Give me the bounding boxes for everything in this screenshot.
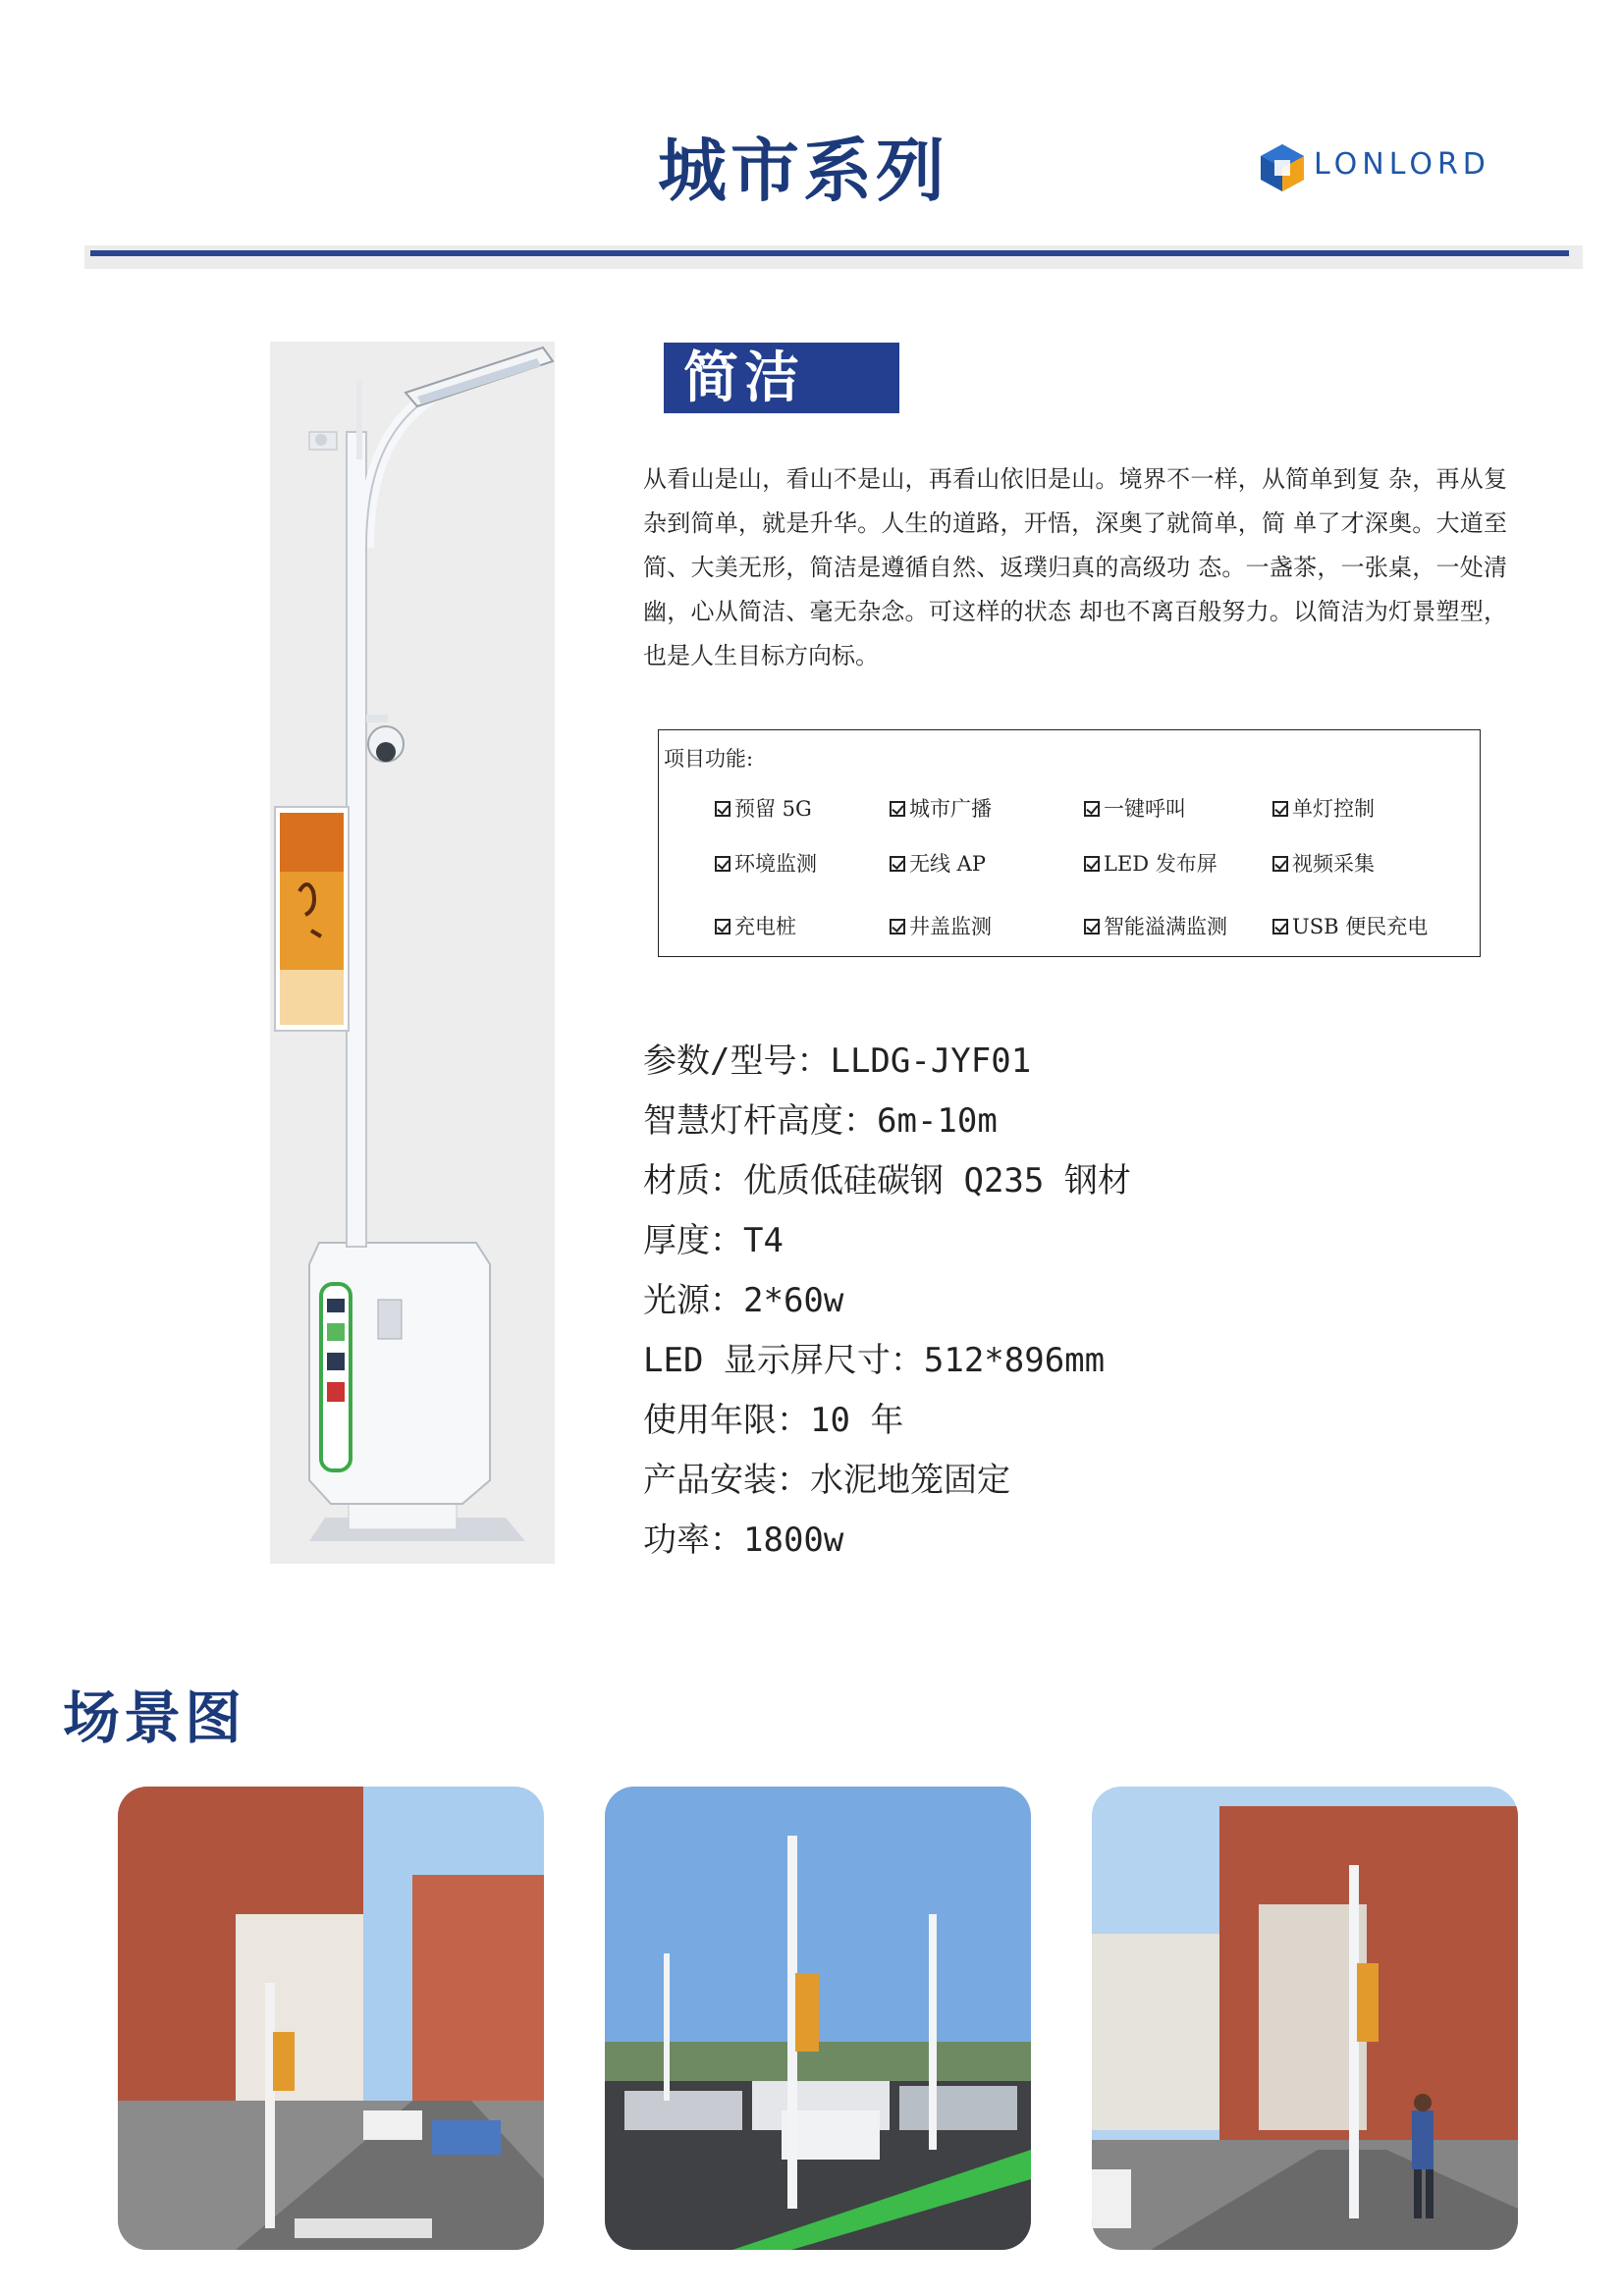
feature-label: 无线 AP <box>909 852 986 876</box>
scene-image-1 <box>118 1787 544 2250</box>
feature-label: 一键呼叫 <box>1104 797 1186 821</box>
feature-item <box>715 911 796 940</box>
feature-item <box>1272 911 1428 940</box>
spec-lifespan: 使用年限：10 年 <box>643 1401 904 1440</box>
feature-item <box>1272 848 1375 878</box>
feature-item <box>1084 911 1227 940</box>
checkbox-checked-icon <box>715 801 730 817</box>
feature-item <box>1084 793 1186 823</box>
feature-item <box>890 911 992 940</box>
checkbox-checked-icon <box>890 801 905 817</box>
smart-pole-image <box>270 342 555 1564</box>
spec-height: 智慧灯杆高度：6m-10m <box>643 1101 998 1141</box>
spec-thickness: 厚度：T4 <box>643 1221 784 1260</box>
feature-label: 井盖监测 <box>909 915 992 938</box>
feature-item <box>890 793 992 823</box>
checkbox-checked-icon <box>715 856 730 872</box>
checkbox-checked-icon <box>1272 801 1288 817</box>
feature-label: 单灯控制 <box>1292 797 1375 821</box>
checkbox-checked-icon <box>890 919 905 934</box>
spec-power: 功率：1800w <box>643 1521 844 1560</box>
feature-label: 预留 5G <box>734 797 812 821</box>
checkbox-checked-icon <box>1272 919 1288 934</box>
feature-item <box>890 848 986 878</box>
feature-label: 充电桩 <box>734 915 796 938</box>
feature-item <box>1084 848 1217 878</box>
features-label: 项目功能: <box>664 747 754 771</box>
checkbox-checked-icon <box>715 919 730 934</box>
feature-label: 视频采集 <box>1292 852 1375 876</box>
spec-model: 参数/型号：LLDG-JYF01 <box>643 1041 1032 1081</box>
section-label: 简洁 <box>664 343 899 413</box>
scene-image-3 <box>1092 1787 1518 2250</box>
feature-label: 环境监测 <box>734 852 817 876</box>
spec-light-source: 光源：2*60w <box>643 1281 844 1320</box>
checkbox-checked-icon <box>1084 801 1100 817</box>
feature-label: 城市广播 <box>909 797 992 821</box>
spec-led-size: LED 显示屏尺寸：512*896mm <box>643 1341 1106 1380</box>
feature-label: USB 便民充电 <box>1292 915 1429 938</box>
spec-material: 材质：优质低硅碳钢 Q235 钢材 <box>643 1161 1131 1201</box>
feature-label: LED 发布屏 <box>1104 852 1217 876</box>
checkbox-checked-icon <box>890 856 905 872</box>
checkbox-checked-icon <box>1084 919 1100 934</box>
header-divider-shadow <box>84 245 1583 269</box>
checkbox-checked-icon <box>1084 856 1100 872</box>
scene-image-2 <box>605 1787 1031 2250</box>
header-divider <box>90 250 1569 256</box>
page-title: 城市系列 <box>658 130 948 211</box>
feature-item <box>715 848 817 878</box>
feature-label: 智能溢满监测 <box>1104 915 1227 938</box>
checkbox-checked-icon <box>1272 856 1288 872</box>
product-description: 从看山是山，看山不是山，再看山依旧是山。境界不一样，从简单到复 杂，再从复杂到简单，就是升华。人生的道路，开悟，深奥了就简单，简 单了才深奥。大道至简、大美无形，简洁是遵循自然、返璞归真的高级功 态。一盏茶，一张桌，一处清幽，心从简洁、毫无杂念。可这样的状态 却也不离百般努力。以简洁为灯景塑型，也是人生目标方向标。 <box>643 465 1507 669</box>
spec-installation: 产品安装：水泥地笼固定 <box>643 1461 1010 1500</box>
feature-item <box>715 793 812 823</box>
scenes-title: 场景图 <box>63 1684 246 1751</box>
feature-item <box>1272 793 1375 823</box>
logo-text: LONLORD <box>1314 147 1490 182</box>
